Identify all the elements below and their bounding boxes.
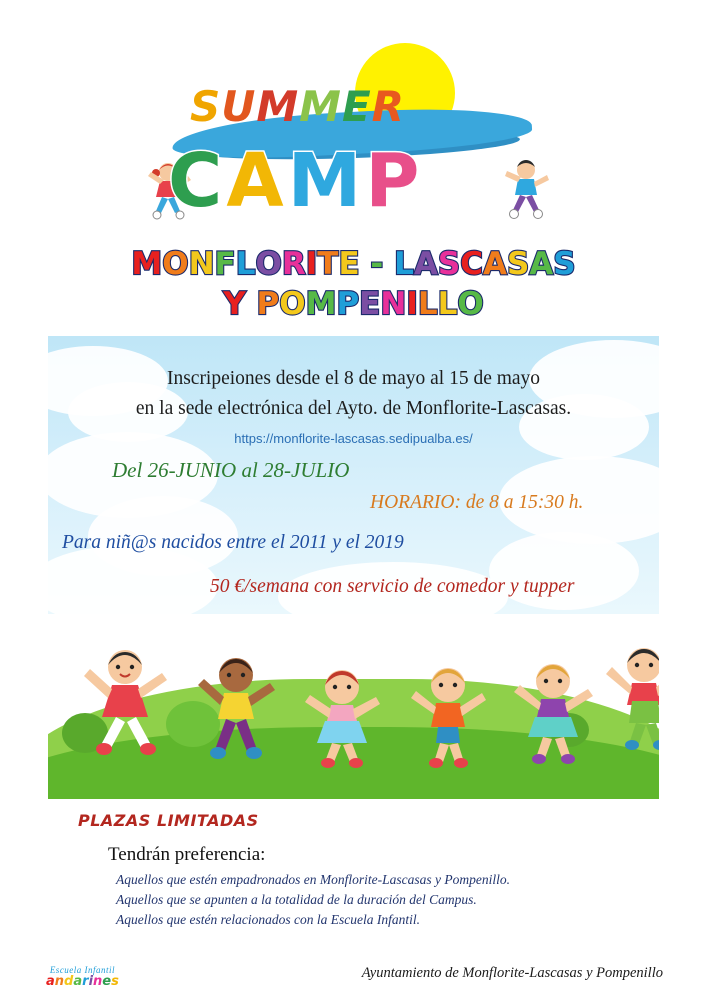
poster-title <box>0 245 707 324</box>
summer-camp-logo <box>0 0 707 235</box>
logo-camp-text: CAMP <box>168 138 424 224</box>
age-range: Para niñ@s nacidos entre el 2011 y el 2019 <box>62 532 404 554</box>
kid-blue-skirt <box>300 661 384 773</box>
kid-yellow-shirt <box>196 651 276 771</box>
escuela-infantil-andarines-logo <box>46 966 119 988</box>
info-panel <box>48 336 659 614</box>
title-line-2: Y POMPENILLO <box>223 285 484 322</box>
preference-item: Aquellos que se apunten a la totalidad de la duración del Campus. <box>116 892 477 908</box>
illustration-kids-meadow <box>48 614 659 799</box>
kid-purple-shirt <box>510 655 596 771</box>
camp-schedule: HORARIO: de 8 a 15:30 h. <box>370 492 584 514</box>
conditions-section <box>0 811 707 928</box>
kid-green-overalls <box>604 641 659 761</box>
kid-red-dress <box>82 643 168 765</box>
registration-url[interactable]: https://monflorite-lascasas.sedipualba.es/ <box>234 430 473 446</box>
logo-summer-text: SUMMER <box>190 82 405 131</box>
ayuntamiento-text: Ayuntamiento de Monflorite-Lascasas y Pompenillo <box>361 965 663 981</box>
camp-dates: Del 26-JUNIO al 28-JULIO <box>112 458 350 483</box>
inscription-line-1: Inscripeiones desde el 8 de mayo al 15 de mayo <box>166 368 541 390</box>
price-info: 50 €/semana con servicio de comedor y tupper <box>210 576 575 598</box>
poster-footer <box>0 952 707 1000</box>
inscription-line-2: en la sede electrónica del Ayto. de Monflorite-Lascasas. <box>135 397 572 419</box>
boy-jumping-icon <box>498 158 554 222</box>
title-line-1: MONFLORITE - LASCASAS <box>131 246 576 282</box>
preference-item: Aquellos que estén relacionados con la Escuela Infantil. <box>116 912 420 928</box>
preference-item: Aquellos que estén empadronados en Monflorite-Lascasas y Pompenillo. <box>116 872 510 888</box>
school-logo-top-text: Escuela Infantil <box>49 965 116 975</box>
kid-orange-shirt <box>408 659 488 775</box>
preference-heading: Tendrán preferencia: <box>108 844 266 866</box>
school-logo-bottom-text: andarines <box>46 974 119 989</box>
limited-places-label: PLAZAS LIMITADAS <box>78 811 259 831</box>
